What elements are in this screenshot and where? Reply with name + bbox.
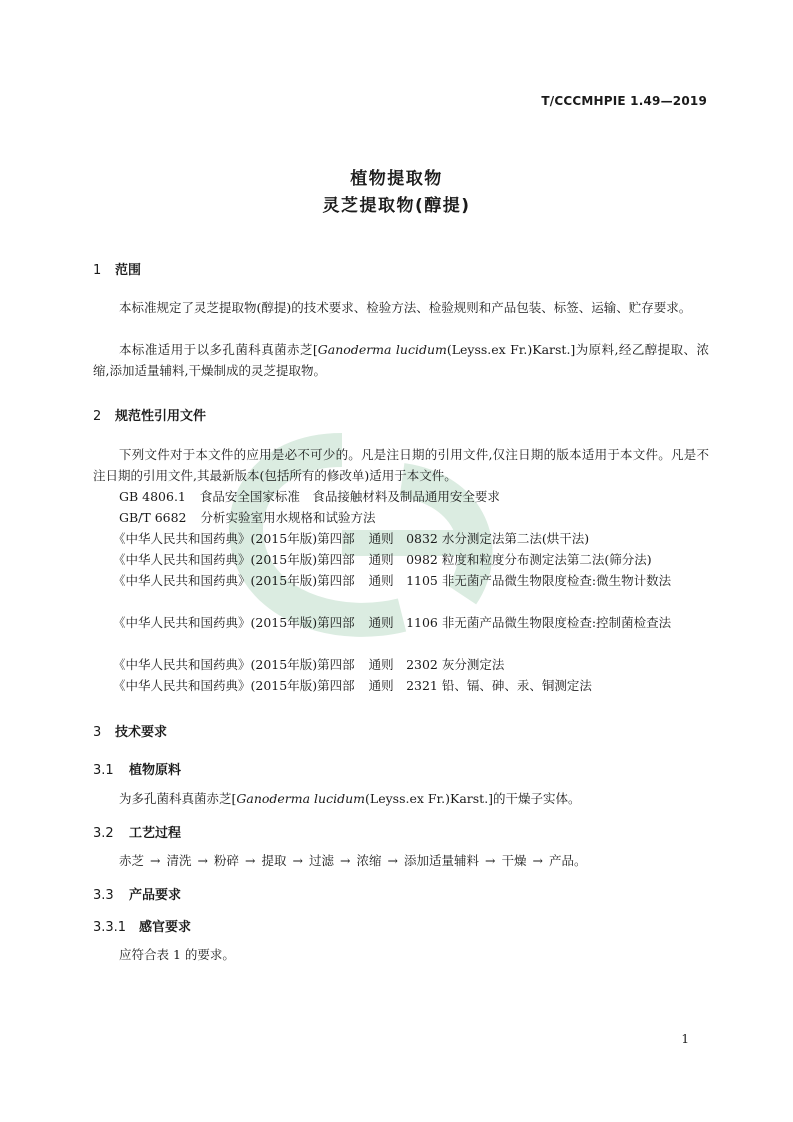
- process-step: 粉碎: [214, 853, 240, 868]
- reference-text: 通则 2321 铅、镉、砷、汞、铜测定法: [368, 678, 592, 693]
- reference-item: [113, 528, 589, 549]
- reference-text: 通则 2302 灰分测定法: [368, 657, 505, 672]
- process-step: 添加适量辅料: [404, 853, 480, 868]
- text-run: 为多孔菌科真菌赤芝[: [119, 791, 237, 806]
- section-title: 技术要求: [115, 725, 168, 740]
- reference-code: GB 4806.1: [119, 489, 186, 504]
- arrow-right-icon: →: [387, 853, 398, 868]
- arrow-right-icon: →: [292, 853, 303, 868]
- reference-code: 《中华人民共和国药典》(2015年版)第四部: [113, 657, 355, 672]
- process-step: 浓缩: [356, 853, 382, 868]
- title-line-1: 植物提取物: [350, 169, 443, 189]
- reference-code: 《中华人民共和国药典》(2015年版)第四部: [113, 678, 355, 693]
- section-number: 3: [93, 725, 102, 740]
- text-run: (Leyss.ex Fr.)Karst.]为原料,经乙醇提取、浓缩,添加适量辅料,干燥制成的灵芝提取物。: [93, 342, 709, 378]
- process-step: 赤芝: [119, 853, 145, 868]
- process-step: 产品。: [549, 853, 587, 868]
- reference-item: [119, 486, 500, 507]
- section-title: 感官要求: [139, 920, 192, 935]
- reference-code: GB/T 6682: [119, 510, 187, 525]
- section-title: 产品要求: [129, 888, 182, 903]
- reference-code: 《中华人民共和国药典》(2015年版)第四部: [113, 531, 355, 546]
- section-1-paragraph-2: [93, 339, 709, 381]
- latin-name: Ganoderma lucidum: [236, 791, 366, 806]
- section-3-3-1-heading: [93, 916, 191, 935]
- reference-text: 食品安全国家标准 食品接触材料及制品通用安全要求: [199, 489, 500, 504]
- section-3-3-heading: [93, 884, 181, 903]
- section-1-heading: [93, 259, 141, 278]
- reference-text: 通则 1106 非无菌产品微生物限度检查:控制菌检查法: [368, 615, 672, 630]
- reference-code: 《中华人民共和国药典》(2015年版)第四部: [113, 615, 355, 630]
- section-3-heading: [93, 721, 167, 740]
- section-number: 1: [93, 263, 102, 278]
- section-number: 3.1: [93, 763, 114, 778]
- section-title: 范围: [115, 263, 142, 278]
- reference-text: 分析实验室用水规格和试验方法: [200, 510, 376, 525]
- process-step: 提取: [261, 853, 287, 868]
- text-run: 本标准适用于以多孔菌科真菌赤芝[: [119, 342, 318, 357]
- arrow-right-icon: →: [197, 853, 208, 868]
- arrow-right-icon: →: [150, 853, 161, 868]
- reference-text: 通则 1105 非无菌产品微生物限度检查:微生物计数法: [368, 573, 672, 588]
- section-1-paragraph-1: 本标准规定了灵芝提取物(醇提)的技术要求、检验方法、检验规则和产品包装、标签、运输、贮存要求。: [119, 300, 692, 315]
- section-title: 植物原料: [129, 763, 182, 778]
- section-number: 3.3: [93, 888, 114, 903]
- text-run: (Leyss.ex Fr.)Karst.]的干燥子实体。: [365, 791, 581, 806]
- reference-item: [93, 612, 709, 633]
- arrow-right-icon: →: [245, 853, 256, 868]
- reference-code: 《中华人民共和国药典》(2015年版)第四部: [113, 573, 355, 588]
- section-2-heading: [93, 405, 206, 424]
- reference-code: 《中华人民共和国药典》(2015年版)第四部: [113, 552, 355, 567]
- title-line-2: 灵芝提取物(醇提): [322, 196, 471, 216]
- reference-text: 通则 0832 水分测定法第二法(烘干法): [368, 531, 590, 546]
- page-number: 1: [681, 1032, 689, 1046]
- process-step: 清洗: [166, 853, 192, 868]
- reference-item: [93, 570, 709, 591]
- latin-name: Ganoderma lucidum: [317, 342, 447, 357]
- arrow-right-icon: →: [485, 853, 496, 868]
- section-number: 3.3.1: [93, 920, 127, 935]
- process-flow: [119, 850, 587, 871]
- reference-item: [113, 654, 504, 675]
- arrow-right-icon: →: [340, 853, 351, 868]
- section-number: 3.2: [93, 826, 114, 841]
- section-title: 规范性引用文件: [115, 409, 207, 424]
- section-3-3-1-text: 应符合表 1 的要求。: [119, 947, 235, 962]
- process-step: 干燥: [501, 853, 527, 868]
- section-3-1-text: [119, 788, 581, 809]
- reference-item: [113, 549, 652, 570]
- section-3-2-heading: [93, 822, 181, 841]
- reference-item: [113, 675, 592, 696]
- arrow-right-icon: →: [532, 853, 543, 868]
- section-2-intro: 下列文件对于本文件的应用是必不可少的。凡是注日期的引用文件,仅注日期的版本适用于本文件。凡是不注日期的引用文件,其最新版本(包括所有的修改单)适用于本文件。: [93, 447, 709, 483]
- section-number: 2: [93, 409, 102, 424]
- reference-text: 通则 0982 粒度和粒度分布测定法第二法(筛分法): [368, 552, 652, 567]
- section-3-1-heading: [93, 759, 181, 778]
- section-title: 工艺过程: [129, 826, 182, 841]
- reference-item: [119, 507, 376, 528]
- process-step: 过滤: [309, 853, 335, 868]
- document-number: T/CCCMHPIE 1.49—2019: [541, 94, 707, 108]
